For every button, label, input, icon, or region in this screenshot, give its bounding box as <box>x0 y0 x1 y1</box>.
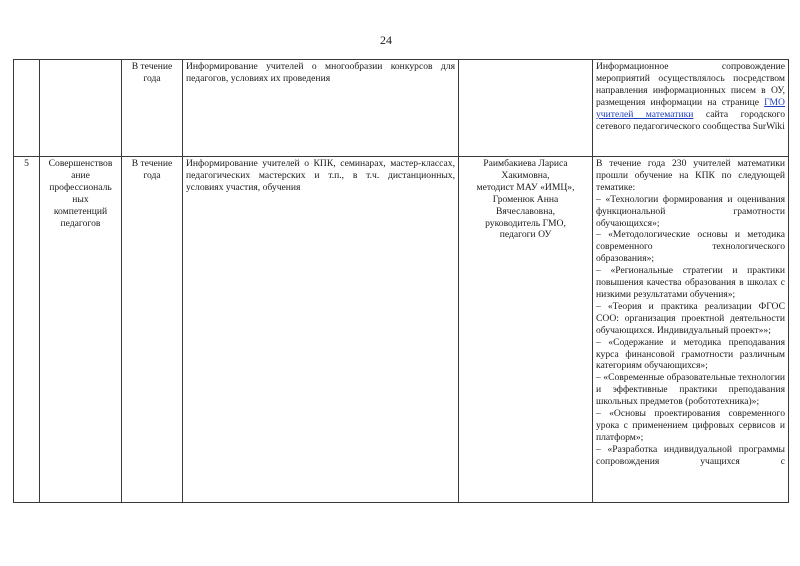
course-item: – «Содержание и методика преподавания курса финансовой грамотности различным категориям обучающихся»; <box>596 336 785 372</box>
responsible-line: методист МАУ «ИМЦ», <box>476 181 575 193</box>
topic-line: Совершенствов <box>48 158 113 169</box>
topic-line: профессиональ <box>49 181 112 193</box>
course-item: – «Разработка индивидуальной программы сопровождения учащихся с <box>596 443 785 467</box>
responsible-line: Хакимовна, <box>501 169 550 181</box>
course-item: – «Технологии формирования и оценивания функциональной грамотности обучающихся»; <box>596 193 785 229</box>
course-item: – «Современные образовательные технологии и эффективные практики преподавания школьных предметов (робототехника)»; <box>596 372 785 408</box>
activity-cell: Информирование учителей о КПК, семинарах, мастер-классах, педагогических мастерских и т.п., в т.ч. дистанционных, условиях участия, обучения <box>183 157 459 503</box>
course-item: – «Методологические основы и методика современного технологического образования»; <box>596 229 785 265</box>
period-cell: В течение года <box>122 157 183 503</box>
course-item: – «Региональные стратегии и практики повышения качества образования в школах с низкими результатами обучения»; <box>596 265 785 300</box>
topic-cell <box>40 60 122 157</box>
table-row <box>14 157 789 503</box>
result-intro: В течение года 230 учителей математики прошли обучение на КПК по следующей тематике: <box>596 158 785 193</box>
activity-cell: Информирование учителей о многообразии конкурсов для педагогов, условиях их проведения <box>183 60 459 157</box>
topic-line: педагогов <box>60 217 101 229</box>
result-cell <box>593 157 789 503</box>
result-cell <box>593 60 789 157</box>
period-cell: В течение года <box>122 60 183 157</box>
result-text: Информационное сопровождение мероприятий осуществлялось посредством направления информационных писем в ОУ, размещения информации на странице <box>596 61 785 108</box>
course-item: – «Основы проектирования современного урока с применением цифровых сервисов и платформ»; <box>596 408 785 443</box>
responsible-line: Вячеславовна, <box>495 205 556 217</box>
course-item: – «Теория и практика реализации ФГОС СОО: организация проектной деятельности обучающихся. Индивидуальный проект»»; <box>596 300 785 336</box>
plan-table <box>13 59 789 503</box>
topic-cell <box>40 157 122 503</box>
topic-line: компетенций <box>53 205 108 217</box>
responsible-line: педагоги ОУ <box>499 229 552 241</box>
responsible-line: руководитель ГМО, <box>485 217 566 229</box>
topic-line: ных <box>72 193 89 205</box>
topic-line: ание <box>71 169 90 181</box>
result-text-tail: сайта городского сетевого педагогического сообщества SurWiki <box>596 108 786 132</box>
responsible-line: Раимбакиева Лариса <box>483 158 568 169</box>
gmo-link[interactable]: ГМО учителей математики <box>596 96 785 120</box>
table-row <box>14 60 789 157</box>
responsible-line: Громенюк Анна <box>492 193 559 205</box>
row-number-cell <box>14 60 40 157</box>
page-number: 24 <box>380 33 392 47</box>
responsible-cell <box>459 157 593 503</box>
responsible-cell <box>459 60 593 157</box>
row-number-cell: 5 <box>14 157 40 503</box>
